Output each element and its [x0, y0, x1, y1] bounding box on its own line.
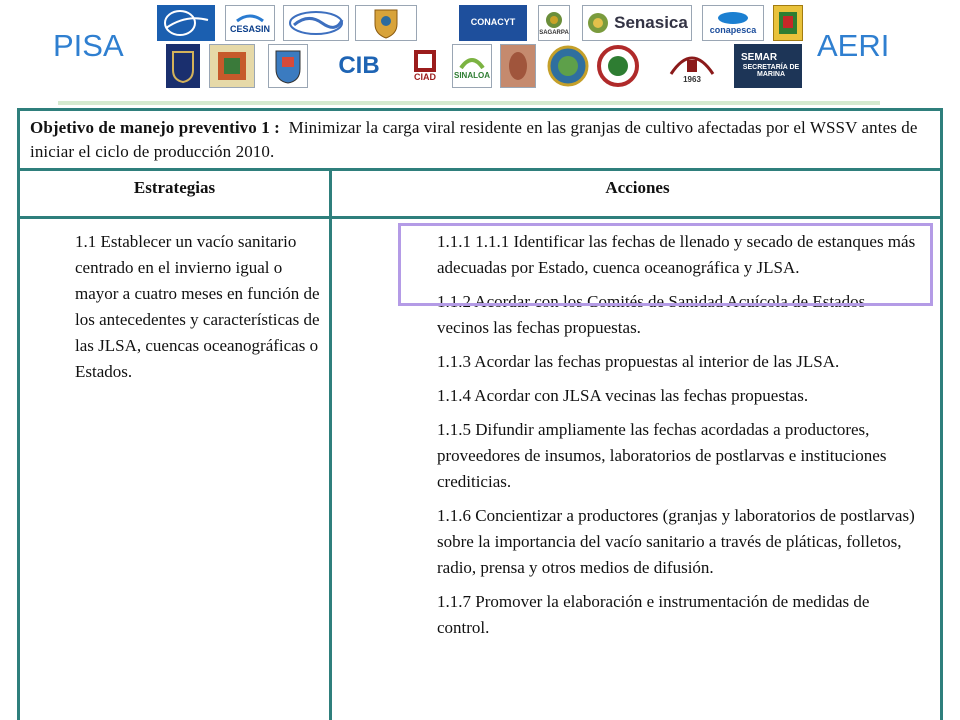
column-header-strategies: Estrategias — [133, 178, 216, 197]
pisa-label: PISA — [53, 28, 124, 63]
strategy-cell: 1.1 Establecer un vacío sanitario centrado en el invierno igual o mayor a cuatro meses en función de los antecedentes y características de las JLSA, cuencas oceanográficas o Estados. — [75, 232, 320, 381]
action-item: 1.1.4 Acordar con JLSA vecinas las fechas propuestas. — [437, 386, 809, 405]
action-item: 1.1.2 Acordar con los Comités de Sanidad Acuícola de Estados vecinos las fechas propuestas. — [437, 292, 866, 337]
waves-logo — [283, 5, 349, 41]
sinaloa-state-logo — [209, 44, 255, 88]
university-seal-logo — [596, 44, 640, 88]
column-header-actions: Acciones — [605, 178, 670, 197]
action-item: 1.1.5 Difundir ampliamente las fechas acordadas a productores, proveedores de insumos, laboratorios de postlarvas e instituciones crediticias. — [437, 420, 887, 491]
cesasin-logo: CESASIN — [225, 5, 275, 41]
action-item: 1.1.6 Concientizar a productores (granjas y laboratorios de postlarvas) sobre la importancia del vacío sanitario a través de pláticas, folletos, radio, prensa y otros medios de difusión. — [437, 506, 915, 577]
unam-logo — [166, 44, 200, 88]
objective-statement — [30, 116, 935, 164]
blue-institution-logo — [157, 5, 215, 41]
action-item: 1.1.7 Promover la elaboración e instrumentación de medidas de control. — [437, 592, 870, 637]
action-item: 1.1.1 1.1.1 Identificar las fechas de llenado y secado de estanques más adecuadas por Estado, cuenca oceanográfica y JLSA. — [437, 232, 916, 277]
sinaloa-logo: SINALOA — [452, 44, 492, 88]
semar-logo: SEMAR SECRETARÍA DE MARINA — [734, 44, 802, 88]
objective-label: Objetivo de manejo preventivo 1 : — [30, 118, 280, 137]
action-item: 1.1.3 Acordar las fechas propuestas al interior de las JLSA. — [437, 352, 840, 371]
nayarit-coat-of-arms-logo — [268, 44, 308, 88]
diagnostic-network-logo: 1963 — [660, 44, 724, 88]
conacyt-logo: CONACYT — [459, 5, 527, 41]
header-row-divider — [17, 216, 943, 219]
selection-highlight — [398, 223, 933, 306]
cib-logo: CIB — [330, 44, 388, 88]
column-divider — [329, 170, 332, 720]
senasica-logo: Senasica — [582, 5, 692, 41]
header-divider — [58, 101, 880, 105]
objective-text: Minimizar la carga viral residente en las granjas de cultivo afectadas por el WSSV antes de iniciar el ciclo de producción 2010. — [30, 118, 918, 161]
state-emblem-logo — [773, 5, 803, 41]
round-seal-logo — [545, 44, 590, 88]
aeri-label: AERI — [817, 28, 890, 63]
carved-stone-logo — [500, 44, 536, 88]
shield-baja-california-logo — [355, 5, 417, 41]
conapesca-logo: conapesca — [702, 5, 764, 41]
objective-divider — [17, 168, 943, 171]
ciad-logo: CIAD — [405, 44, 445, 88]
sagarpa-logo: SAGARPA — [538, 5, 570, 41]
